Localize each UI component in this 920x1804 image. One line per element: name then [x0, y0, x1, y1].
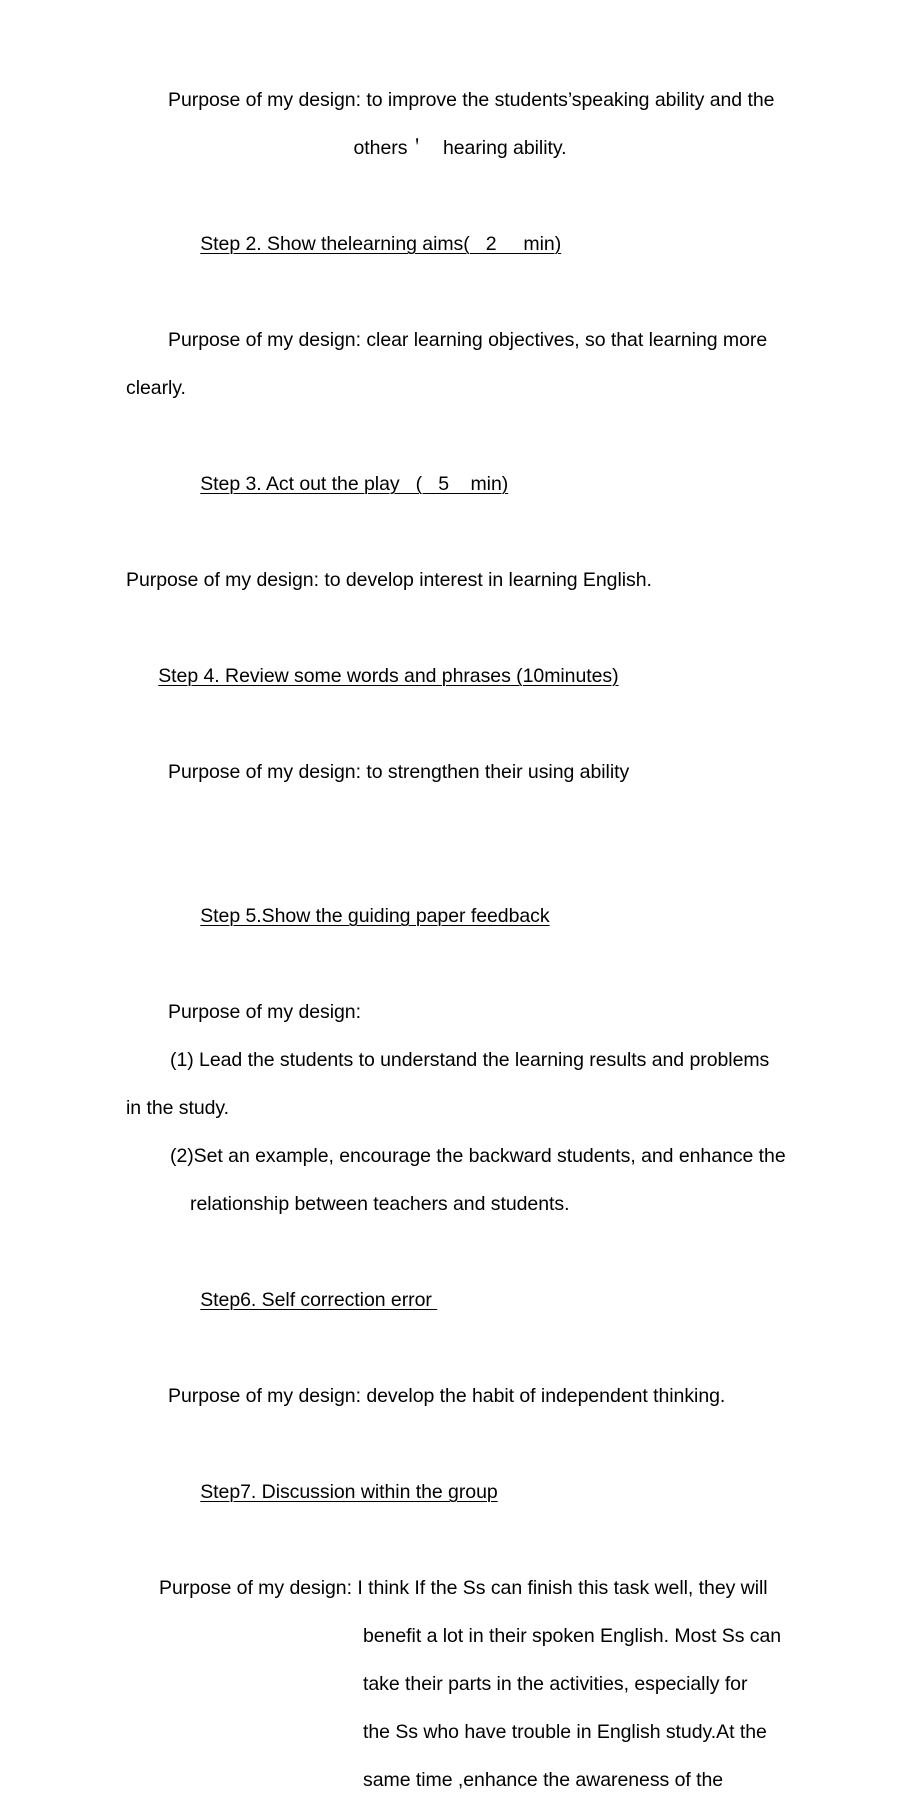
heading-step-5: [168, 844, 794, 988]
paragraph-line-numbered-2: (2)Set an example, encourage the backward students, and enhance the: [170, 1145, 786, 1167]
paragraph-line: Purpose of my design: I think If the Ss can finish this task well, they will: [159, 1577, 768, 1599]
paragraph-line: in the study.: [126, 1097, 230, 1119]
heading-step-2-text: Step 2. Show thelearning aims( 2 min): [200, 233, 562, 255]
paragraph-line: Purpose of my design: develop the habit of independent thinking.: [168, 1385, 726, 1407]
heading-step-4-text: Step 4. Review some words and phrases (10minutes): [158, 665, 619, 687]
paragraph-line: Purpose of my design: to improve the students’speaking ability and the: [168, 89, 775, 111]
paragraph-line: others＇ hearing ability.: [353, 137, 567, 159]
paragraph-line: take their parts in the activities, especially for: [363, 1673, 748, 1695]
heading-step-3: [168, 412, 794, 556]
paragraph-line-numbered-1: (1) Lead the students to understand the learning results and problems: [170, 1049, 770, 1071]
heading-step-6-text: Step6. Self correction error: [200, 1289, 438, 1311]
paragraph-line: the Ss who have trouble in English study.At the: [363, 1721, 767, 1743]
blank-line: [126, 796, 794, 844]
heading-step-6: [168, 1228, 794, 1372]
paragraph-line: Purpose of my design: clear learning objectives, so that learning more: [168, 329, 768, 351]
paragraph-line: clearly.: [126, 377, 186, 399]
paragraph-line: same time ,enhance the awareness of the: [363, 1769, 724, 1791]
heading-step-3-text: Step 3. Act out the play ( 5 min): [200, 473, 509, 495]
document-body: [126, 76, 794, 1804]
heading-step-7-text: Step7. Discussion within the group: [200, 1481, 498, 1503]
paragraph-line: Purpose of my design: to develop interest in learning English.: [126, 569, 652, 591]
paragraph-line: Purpose of my design:: [168, 1001, 361, 1023]
paragraph-line: benefit a lot in their spoken English. Most Ss can: [363, 1625, 782, 1647]
paragraph-line: Purpose of my design: to strengthen their using ability: [168, 761, 630, 783]
heading-step-5-text: Step 5.Show the guiding paper feedback: [200, 905, 550, 927]
paragraph-line: relationship between teachers and students.: [190, 1193, 570, 1215]
heading-step-4: [126, 604, 794, 748]
heading-step-2: [168, 172, 794, 316]
heading-step-7: [168, 1420, 794, 1564]
